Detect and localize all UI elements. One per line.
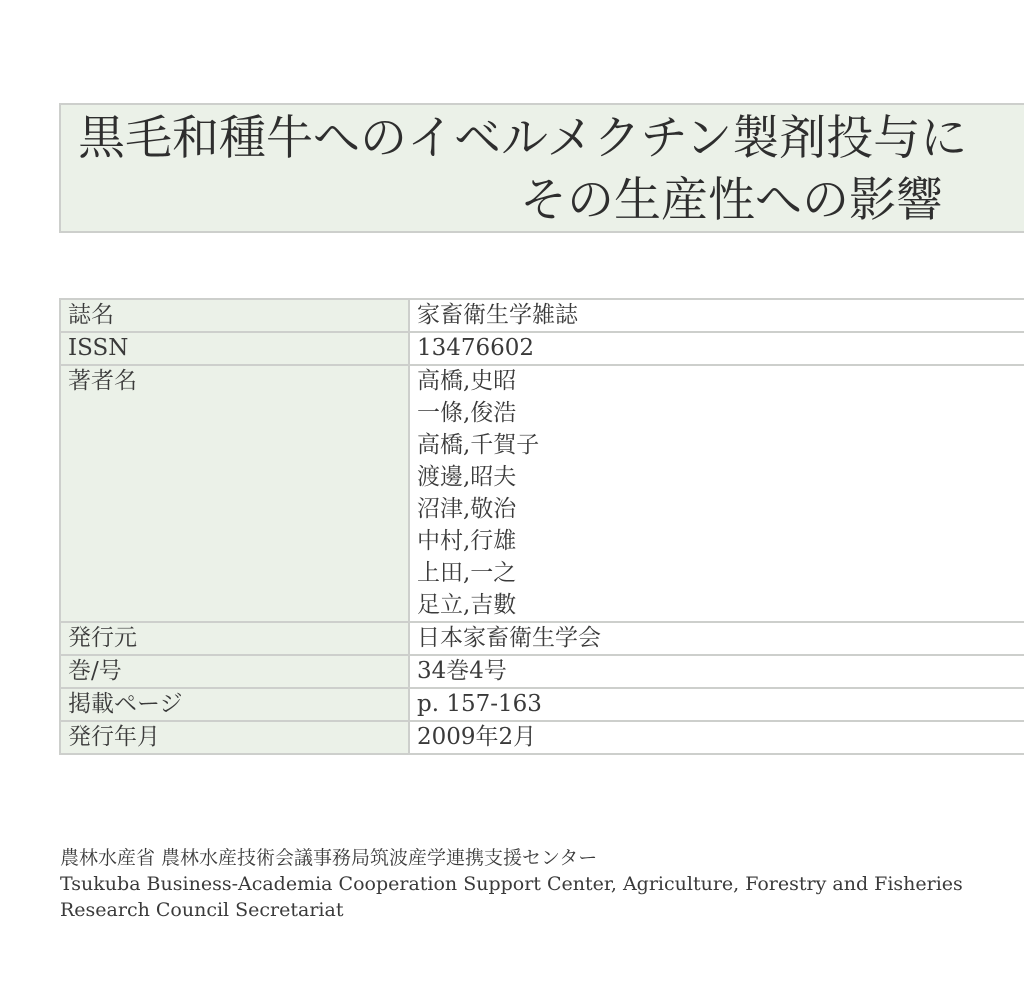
footer-organization-jp: 農林水産省 農林水産技術会議事務局筑波産学連携支援センター [60,847,598,869]
table-row-date [60,721,1024,754]
author-name: 渡邊,昭夫 [417,464,517,490]
author-name: 高橋,史昭 [417,368,517,394]
date-label: 発行年月 [60,721,409,754]
table-row-authors [60,365,1024,622]
article-title-line-1: 黒毛和種牛へのイベルメクチン製剤投与に [78,111,968,166]
authors-label: 著者名 [60,365,409,622]
volume-label: 巻/号 [60,655,409,688]
author-name: 足立,吉數 [417,592,517,618]
author-name: 上田,一之 [417,560,517,586]
issn-value: 13476602 [409,332,1024,365]
article-title-box [59,103,1024,233]
issn-label: ISSN [60,332,409,365]
table-row-publisher [60,622,1024,655]
journal-value: 家畜衛生学雑誌 [409,299,1024,332]
table-row-issn [60,332,1024,365]
footer-organization-en: Tsukuba Business-Academia Cooperation Support Center, Agriculture, Forestry and Fisheries Research Council Secretariat [60,873,963,921]
table-row-journal [60,299,1024,332]
table-row-volume [60,655,1024,688]
author-name: 高橋,千賀子 [417,432,540,458]
publisher-value: 日本家畜衛生学会 [409,622,1024,655]
author-name: 一條,俊浩 [417,400,517,426]
journal-label: 誌名 [60,299,409,332]
date-value: 2009年2月 [409,721,1024,754]
author-name: 中村,行雄 [417,528,517,554]
authors-value [409,365,1024,622]
table-row-pages [60,688,1024,721]
pages-value: p. 157-163 [409,688,1024,721]
article-title-line-2: その生産性への影響 [520,173,943,228]
volume-value: 34巻4号 [409,655,1024,688]
page-footer [60,845,1024,923]
publisher-label: 発行元 [60,622,409,655]
pages-label: 掲載ページ [60,688,409,721]
bibliographic-table [59,298,1024,755]
author-name: 沼津,敬治 [417,496,517,522]
